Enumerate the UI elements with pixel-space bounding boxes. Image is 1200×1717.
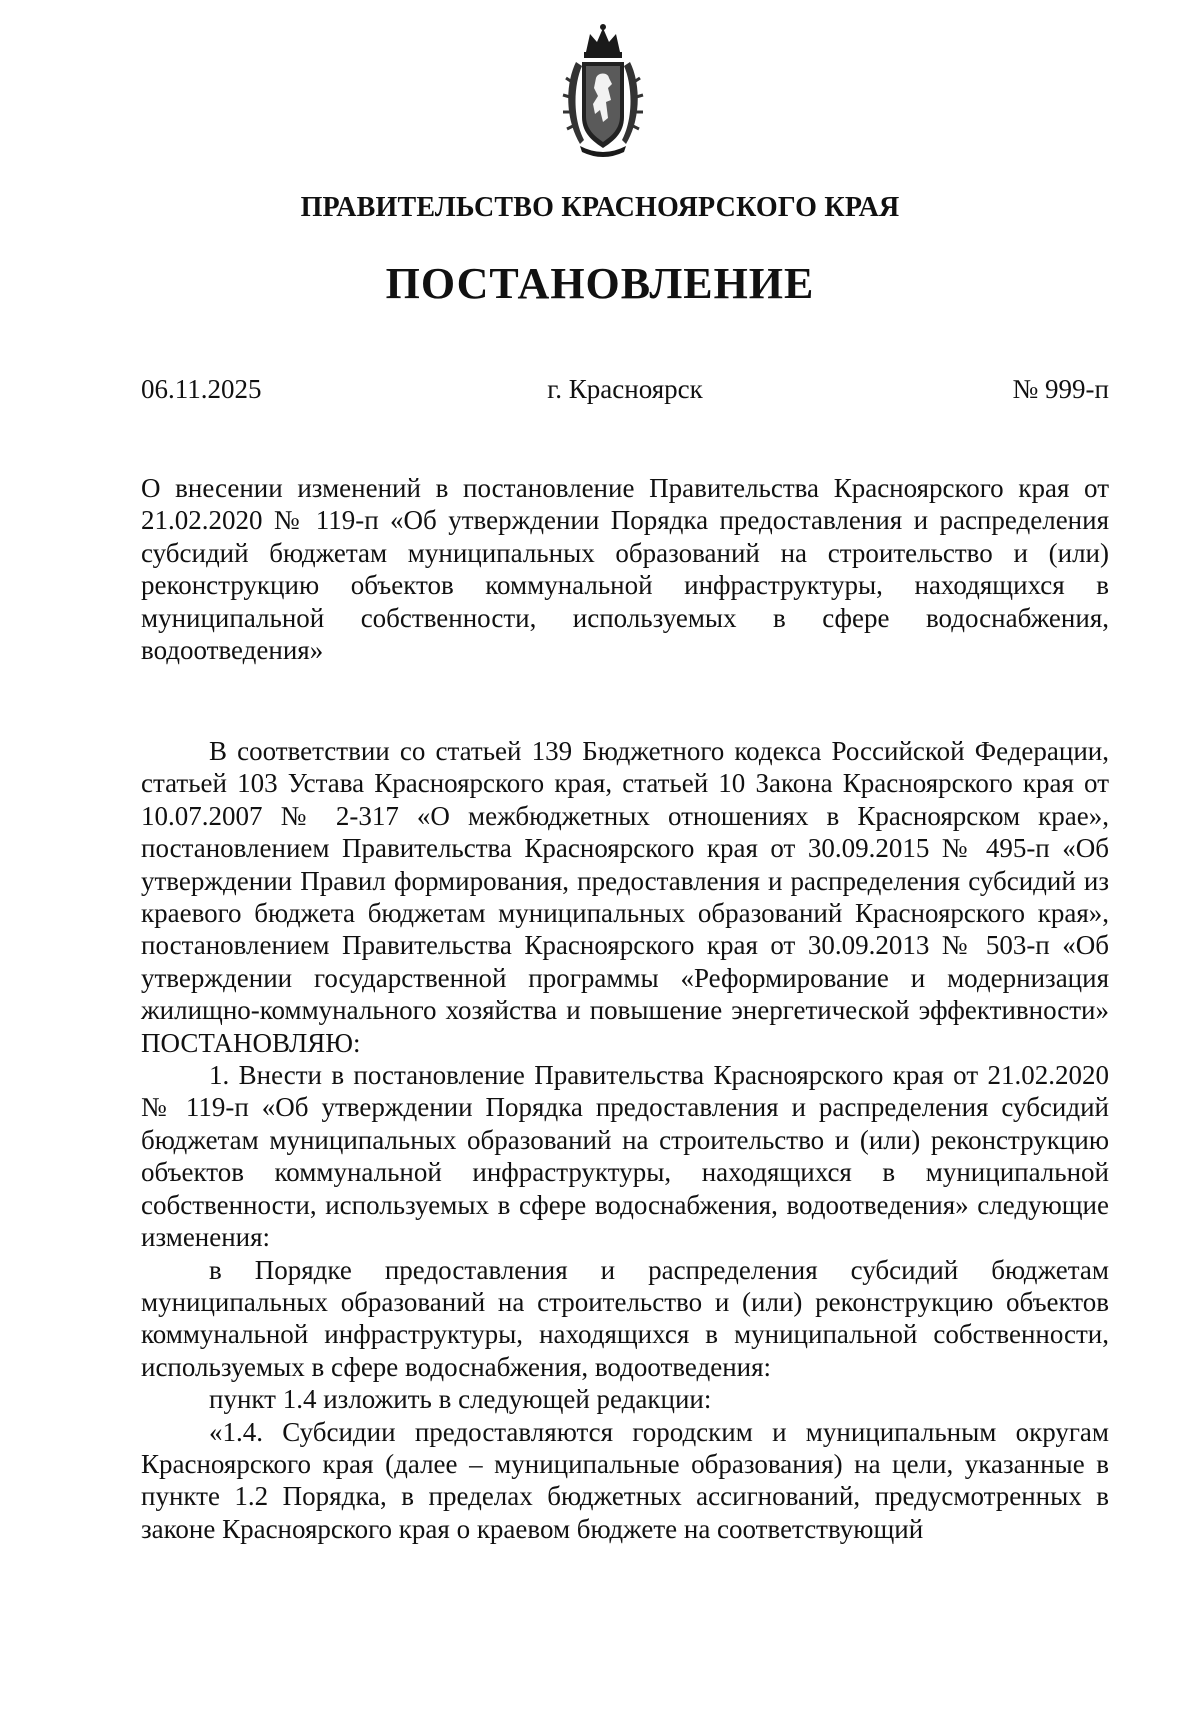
document-city: г. Красноярск [547,374,703,404]
body-paragraph: 1. Внести в постановление Правительства Красноярского края от 21.02.2020 № 119-п «Об утверждении Порядка предоставления и распределения субсидий бюджетам муниципальных образований на строительство и (или) реконструкцию объектов коммунальной инфраструктуры, находящихся в муниципальной собственности, используемых в сфере водоснабжения, водоотведения» следующие изменения: [141,1060,1109,1253]
document-type-title: ПОСТАНОВЛЕНИЕ [385,259,815,308]
body-paragraph: в Порядке предоставления и распределения субсидий бюджетам муниципальных образований на строительство и (или) реконструкцию объектов коммунальной инфраструктуры, находящихся в муниципальной собственности, используемых в сфере водоснабжения, водоотведения: [141,1254,1109,1382]
subject-text: О внесении изменений в постановление Правительства Красноярского края от 21.02.2020 № 119-п «Об утверждении Порядка предоставления и распределения субсидий бюджетам муниципальных образований на строительство и (или) реконструкцию объектов коммунальной инфраструктуры, находящихся в муниципальной собственности, используемых в сфере водоснабжения, водоотведения» [141,473,1109,666]
document-date: 06.11.2025 [141,374,262,404]
body-paragraph: пункт 1.4 изложить в следующей редакции: [209,1384,712,1415]
document-meta-row [141,374,1109,410]
document-body [141,735,1109,1545]
document-subject [141,472,1109,666]
coat-of-arms-emblem [562,22,644,162]
body-paragraph: «1.4. Субсидии предоставляются городским и муниципальным округам Красноярского края (далее – муниципальные образования) на цели, указанные в пункте 1.2 Порядка, в пределах бюджетных ассигнований, предусмотренных в законе Красноярского края о краевом бюджете на соответствующий [141,1416,1109,1544]
document-number: № 999-п [1012,374,1109,404]
body-paragraph: В соответствии со статьей 139 Бюджетного кодекса Российской Федерации, статьей 103 Устава Красноярского края, статьей 10 Закона Красноярского края от 10.07.2007 № 2-317 «О межбюджетных отношениях в Красноярском крае», постановлением Правительства Красноярского края от 30.09.2015 № 495-п «Об утверждении Правил формирования, предоставления и распределения субсидий из краевого бюджета бюджетам муниципальных образований Красноярского края», постановлением Правительства Красноярского края от 30.09.2013 № 503-п «Об утверждении государственной программы «Реформирование и модернизация жилищно-коммунального хозяйства и повышение энергетической эффективности» ПОСТАНОВЛЯЮ: [141,736,1109,1058]
government-title: ПРАВИТЕЛЬСТВО КРАСНОЯРСКОГО КРАЯ [300,192,900,223]
